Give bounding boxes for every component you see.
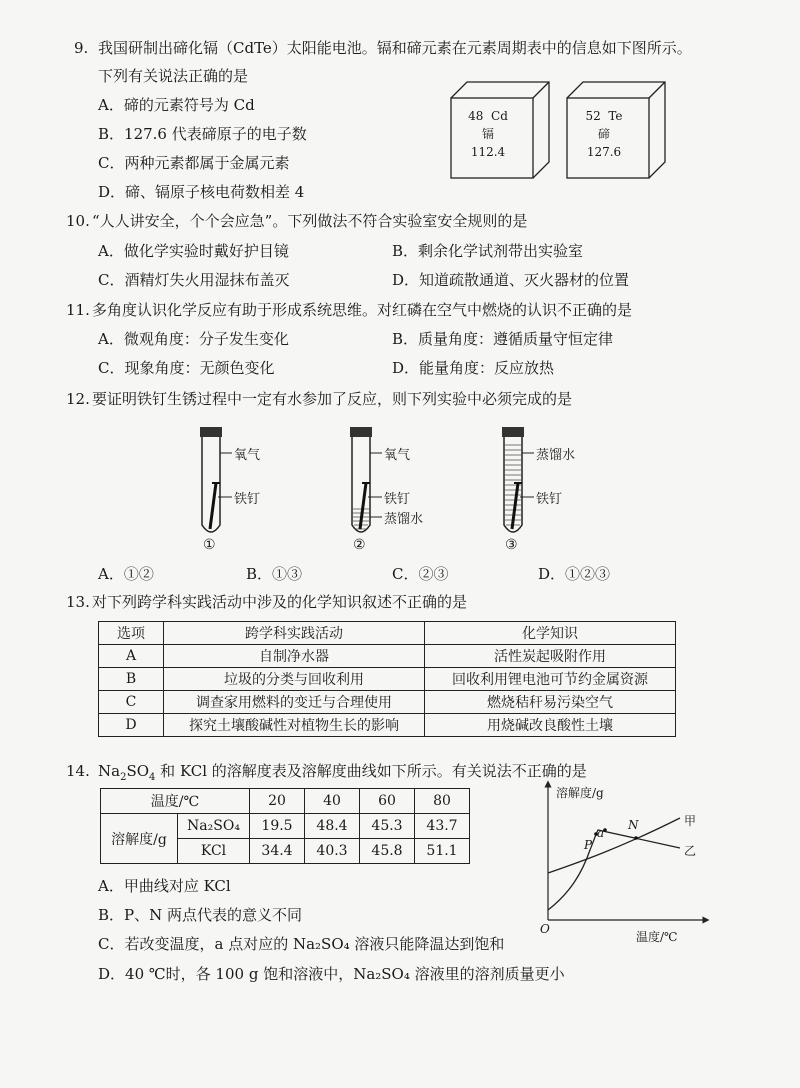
q11-option-a: A．微观角度：分子发生变化	[98, 330, 289, 348]
cd-symbol: Cd	[491, 109, 508, 123]
table-cell: 用烧碱改良酸性土壤	[425, 714, 676, 737]
table-row	[99, 645, 676, 668]
q13-stem: 对下列跨学科实践活动中涉及的化学知识叙述不正确的是	[92, 593, 468, 611]
table-cell: 45.8	[360, 839, 415, 864]
q12-option-c: C．②③	[392, 565, 449, 583]
tube2-label-water: 蒸馏水	[384, 512, 424, 527]
q11-option-d: D．能量角度：反应放热	[392, 359, 555, 377]
table-cell: C	[99, 691, 164, 714]
table-cell: 51.1	[415, 839, 470, 864]
q9-stem-line1: 我国研制出碲化镉（CdTe）太阳能电池。镉和碲元素在元素周期表中的信息如下图所示。	[98, 39, 692, 57]
cd-number: 48	[468, 109, 484, 123]
q14-option-c: C．若改变温度，a 点对应的 Na₂SO₄ 溶液只能降温达到饱和	[98, 935, 505, 953]
tube3-tag: ③	[505, 537, 518, 553]
table-cell: 40.3	[305, 839, 360, 864]
q14-option-b: B．P、N 两点代表的意义不同	[98, 906, 303, 924]
table-cell: 活性炭起吸附作用	[425, 645, 676, 668]
q14-option-a: A．甲曲线对应 KCl	[98, 877, 231, 895]
q10-option-b: B．剩余化学试剂带出实验室	[392, 242, 584, 260]
q12-stem: 要证明铁钉生锈过程中一定有水参加了反应，则下列实验中必须完成的是	[92, 390, 573, 408]
q10-option-a: A．做化学实验时戴好护目镜	[98, 242, 289, 260]
graph-origin: O	[540, 922, 550, 936]
table-cell: 自制净水器	[164, 645, 425, 668]
test-tube-2	[350, 427, 382, 532]
q12-option-b: B．①③	[246, 565, 303, 583]
q10-option-d: D．知道疏散通道、灭火器材的位置	[392, 271, 630, 289]
q11-option-c: C．现象角度：无颜色变化	[98, 359, 275, 377]
label-yi: 乙	[684, 844, 697, 858]
table-row	[99, 714, 676, 737]
header-cell-activity: 跨学科实践活动	[164, 622, 425, 645]
table-cell: 20	[250, 789, 305, 814]
cd-card	[458, 109, 518, 159]
table-cell: 40	[305, 789, 360, 814]
table-row	[99, 691, 676, 714]
table-cell: 34.4	[250, 839, 305, 864]
q14-option-d: D．40 ℃时，各 100 g 饱和溶液中，Na₂SO₄ 溶液里的溶剂质量更小	[98, 965, 565, 983]
q9-option-a: A．碲的元素符号为 Cd	[98, 96, 255, 114]
table-row	[99, 668, 676, 691]
tube3-label-water: 蒸馏水	[536, 448, 576, 463]
q14-number: 14.	[66, 762, 90, 780]
cd-mass: 112.4	[470, 145, 506, 159]
q9-option-d: D．碲、镉原子核电荷数相差 4	[98, 183, 305, 201]
q9-option-b: B．127.6 代表碲原子的电子数	[98, 125, 307, 143]
q10-option-c: C．酒精灯失火用湿抹布盖灭	[98, 271, 290, 289]
table-cell: A	[99, 645, 164, 668]
q14-stem-sub: 2	[120, 772, 127, 783]
test-tube-1	[200, 427, 232, 532]
q9-option-c: C．两种元素都属于金属元素	[98, 154, 290, 172]
tube1-label-nail: 铁钉	[234, 492, 261, 507]
te-card	[574, 109, 634, 159]
table-cell: B	[99, 668, 164, 691]
q11-stem: 多角度认识化学反应有助于形成系统思维。对红磷在空气中燃烧的认识不正确的是	[92, 301, 633, 319]
cd-name: 镉	[481, 127, 494, 141]
q14-stem-part: SO	[126, 762, 150, 780]
tube3-label-nail: 铁钉	[536, 492, 563, 507]
test-tube-3	[502, 427, 534, 532]
graph-xlabel: 温度/℃	[636, 930, 678, 944]
te-mass: 127.6	[586, 145, 622, 159]
kcl-label-cell: KCl	[178, 839, 250, 864]
q13-table	[98, 621, 676, 737]
curve-yi	[548, 830, 680, 910]
label-n: N	[628, 818, 639, 832]
table-cell: 燃烧秸秆易污染空气	[425, 691, 676, 714]
q9-stem-line2: 下列有关说法正确的是	[98, 67, 249, 85]
q14-stem-part: 和 KCl 的溶解度表及溶解度曲线如下所示。有关说法不正确的是	[155, 762, 587, 780]
solubility-graph	[530, 778, 710, 938]
q14-stem	[98, 761, 587, 788]
q9-number: 9.	[74, 39, 89, 57]
q12-option-a: A．①②	[98, 565, 154, 583]
tube2-label-nail: 铁钉	[384, 492, 411, 507]
header-cell-option: 选项	[99, 622, 164, 645]
q12-option-d: D．①②③	[538, 565, 611, 583]
q10-number: 10.	[66, 212, 90, 230]
table-cell: D	[99, 714, 164, 737]
table-cell: 19.5	[250, 814, 305, 839]
label-a: a	[597, 826, 605, 840]
q11-number: 11.	[66, 301, 90, 319]
q10-stem: “人人讲安全，个个会应急”。下列做法不符合实验室安全规则的是	[92, 212, 528, 230]
table-cell: 45.3	[360, 814, 415, 839]
tube2-tag: ②	[353, 537, 366, 553]
table-cell: 调查家用燃料的变迁与合理使用	[164, 691, 425, 714]
header-cell-knowledge: 化学知识	[425, 622, 676, 645]
table-cell: 探究土壤酸碱性对植物生长的影响	[164, 714, 425, 737]
tube1-tag: ①	[203, 537, 216, 553]
q13-number: 13.	[66, 593, 90, 611]
table-cell: 48.4	[305, 814, 360, 839]
table-row	[101, 814, 470, 839]
graph-ylabel: 溶解度/g	[556, 786, 604, 800]
table-cell: 80	[415, 789, 470, 814]
label-p: P	[584, 838, 593, 852]
q14-stem-part: Na	[98, 762, 121, 780]
table-cell: 43.7	[415, 814, 470, 839]
table-header-row	[99, 622, 676, 645]
q11-option-b: B．质量角度：遵循质量守恒定律	[392, 330, 614, 348]
na2so4-label-cell: Na₂SO₄	[178, 814, 250, 839]
table-cell: 回收利用锂电池可节约金属资源	[425, 668, 676, 691]
table-row	[101, 789, 470, 814]
q14-stem-sub: 4	[149, 772, 156, 783]
tube1-label-oxygen: 氧气	[234, 448, 261, 463]
solubility-label-cell: 溶解度/g	[101, 814, 178, 864]
q14-solubility-table	[100, 788, 470, 864]
te-name: 碲	[597, 127, 610, 141]
temp-label-cell: 温度/℃	[101, 789, 250, 814]
table-cell: 60	[360, 789, 415, 814]
q12-number: 12.	[66, 390, 90, 408]
label-jia: 甲	[684, 814, 697, 828]
te-number: 52	[585, 109, 601, 123]
table-cell: 垃圾的分类与回收利用	[164, 668, 425, 691]
curve-jia	[548, 818, 680, 873]
tube2-label-oxygen: 氧气	[384, 448, 411, 463]
te-symbol: Te	[608, 109, 623, 123]
point-n	[634, 836, 638, 840]
